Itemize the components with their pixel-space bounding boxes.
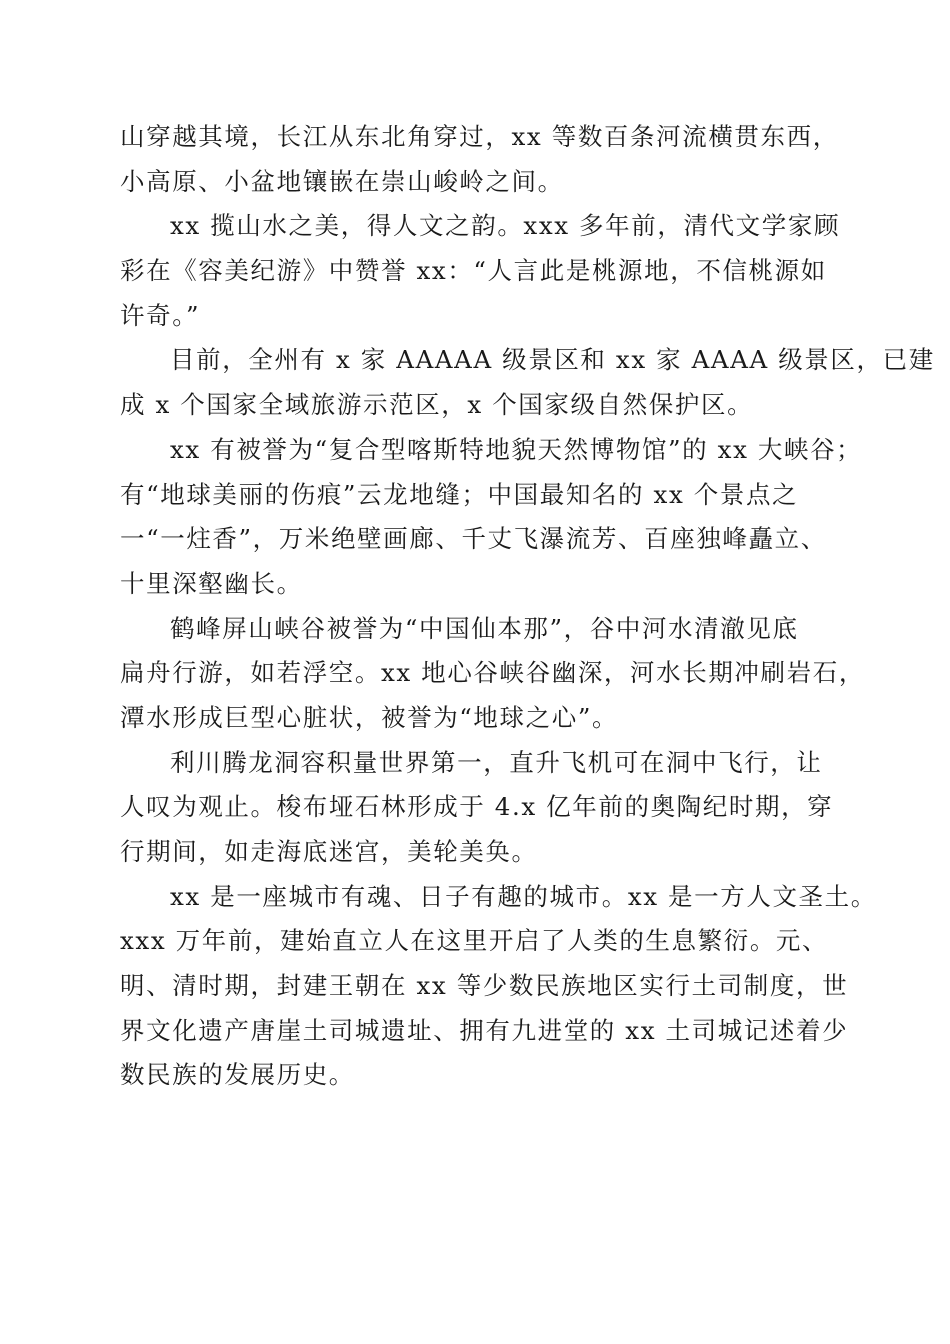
text-line: 一“一炷香”，万米绝壁画廊、千丈飞瀑流芳、百座独峰矗立、 (120, 524, 827, 554)
text-line: 十里深壑幽长。 (120, 568, 303, 598)
text-line: 明、清时期，封建王朝在 xx 等少数民族地区实行土司制度，世 (120, 971, 849, 1001)
text-line: 目前，全州有 x 家 AAAAA 级景区和 xx 家 AAAA 级景区，已建 (170, 345, 935, 375)
text-line: xx 有被誉为“复合型喀斯特地貌天然博物馆”的 xx 大峡谷； (170, 434, 863, 464)
text-line: 山穿越其境，长江从东北角穿过，xx 等数百条河流横贯东西， (120, 122, 839, 151)
text-line: 小高原、小盆地镶嵌在崇山峻岭之间。 (120, 166, 564, 196)
body-text (120, 115, 935, 1098)
text-line: 界文化遗产唐崖土司城遗址、拥有九进堂的 xx 土司城记述着少 (120, 1015, 849, 1045)
text-line: xx 揽山水之美，得人文之韵。xxx 多年前，清代文学家顾 (170, 211, 841, 241)
text-line: 许奇。” (120, 300, 201, 330)
text-line: 利川腾龙洞容积量世界第一，直升飞机可在洞中飞行，让 (170, 747, 823, 777)
text-line: 彩在《容美纪游》中赞誉 xx：“人言此是桃源地，不信桃源如 (120, 256, 827, 286)
text-line: 人叹为观止。梭布垭石林形成于 4.x 亿年前的奥陶纪时期，穿 (120, 792, 834, 822)
text-line: 行期间，如走海底迷宫，美轮美奂。 (120, 837, 538, 866)
text-line: 数民族的发展历史。 (120, 1060, 355, 1090)
text-line: xxx 万年前，建始直立人在这里开启了人类的生息繁衍。元、 (120, 926, 829, 956)
text-line: 有“地球美丽的伤痕”云龙地缝；中国最知名的 xx 个景点之 (120, 479, 799, 509)
text-line: 成 x 个国家全域旅游示范区，x 个国家级自然保护区。 (120, 390, 754, 420)
text-line: xx 是一座城市有魂、日子有趣的城市。xx 是一方人文圣土。 (170, 881, 877, 911)
text-line: 潭水形成巨型心脏状，被誉为“地球之心”。 (120, 702, 619, 732)
text-line: 鹤峰屏山峡谷被誉为“中国仙本那”，谷中河水清澈见底 (170, 613, 799, 643)
text-line: 扁舟行游，如若浮空。xx 地心谷峡谷幽深，河水长期冲刷岩石， (120, 658, 865, 688)
